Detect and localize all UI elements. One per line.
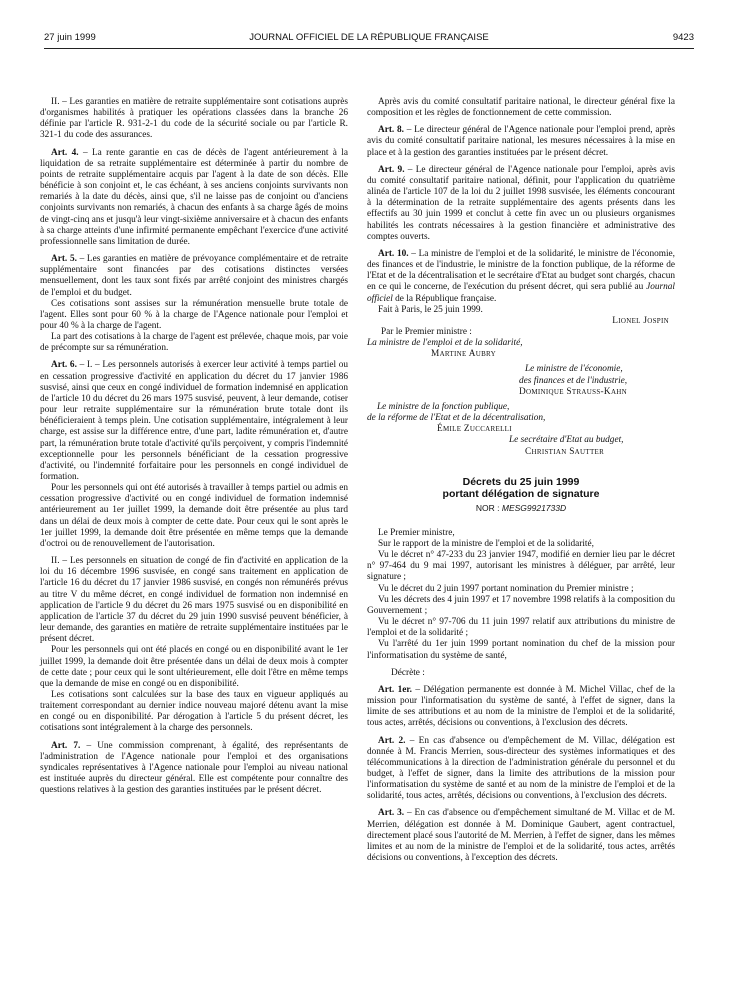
article-label: Art. 2. — [378, 735, 406, 746]
header-page-number: 9423 — [672, 32, 694, 43]
article-6 — [40, 360, 348, 483]
visa: Vu le décret n° 97-706 du 11 juin 1997 relatif aux attributions du ministre de l'emploi et de la solidarité ; — [367, 617, 675, 639]
article-1 — [367, 685, 675, 730]
article-7 — [40, 741, 348, 797]
paragraph: Ces cotisations sont assises sur la rémunération mensuelle brute totale de l'agent. Elles sont pour 60 % à la charge de l'Agence nationale pour l'emploi et pour 40 % à la charge de l'agent. — [40, 298, 348, 331]
article-text: – En cas d'absence ou d'empêchement simultané de M. Villac et de M. Merrien, délégation est donnée à M. Dominique Gaubert, agent contractuel, directement placé sous l'autorité de M. Merrien, à l'effet de signer, dans les mêmes limites et au nom de la ministre de l'emploi et de la solidarité, tous actes, arrêtés décisions ou conventions, à l'exception des décrets. — [367, 808, 675, 864]
signatory-name: Christian Sautter — [525, 446, 605, 457]
article-label: Art. 1er. — [378, 684, 412, 695]
decree-title-line: portant délégation de signature — [442, 488, 600, 501]
article-label: Art. 7. — [51, 740, 81, 751]
paragraph: Le Premier ministre, — [378, 527, 455, 538]
visa: Vu les décrets des 4 juin 1997 et 17 novembre 1998 relatifs à la composition du Gouvernement ; — [367, 594, 675, 616]
decree-title-line: Décrets du 25 juin 1999 — [462, 475, 580, 488]
paragraph: Pour les personnels qui ont été autorisés à travailler à temps partiel ou admis en cessation progressive d'activité ou en congé individuel de formation indemnisé antérieurement au 1er juillet 1999, la demande doit être présentée au plus tard dans un délai de deux mois à compter de cette date. Pour ceux qui le sont après le 1er juillet 1999, la demande doit être présentée en même temps que la demande d'octroi ou de renouvellement de l'autorisation. — [40, 483, 348, 549]
paragraph: La part des cotisations à la charge de l'agent est prélevée, chaque mois, par voie de précompte sur sa rémunération. — [40, 332, 348, 354]
paragraph: Après avis du comité consultatif paritaire national, le directeur général fixe la composition et les règles de fonctionnement de cette commission. — [367, 97, 675, 119]
article-label: Art. 10. — [378, 248, 409, 259]
article-text: – La ministre de l'emploi et de la solidarité, le ministre de l'économie, des finances et de l'industrie, le ministre de la fonction publique, de la réforme de l'Etat et de la décentralisation et le secrétaire d'Etat au budget sont chargés, chacun en ce qui le concerne, de l'exécution du présent décret, qui sera publié au — [367, 248, 676, 293]
signatory-name: Dominique Strauss-Kahn — [519, 386, 628, 397]
signatory-title: de la réforme de l'Etat et de la décentralisation, — [367, 413, 546, 424]
signatory-title: des finances et de l'industrie, — [519, 375, 628, 386]
nor-reference — [367, 503, 675, 514]
article-text: – La rente garantie en cas de décès de l'agent antérieurement à la liquidation de sa retraite supplémentaire est déterminée à partir du nombre de points de retraite supplémentaire acquis par l'agent à la date de son décès. Elle bénéficie à son conjoint et, le cas échéant, à ses anciens conjoints survivants non remariés à la date du décès, ainsi que, s'il ne laisse pas de conjoint ou d'anciens conjoints survivants non remariés, à chacun des enfants à sa charge âgés de moins de vingt-cinq ans et jusqu'à leur vingt-sixième anniversaire et à chacun des enfants à sa charge atteints d'une infirmité permanente empêchant l'exercice d'une activité professionnelle sans limitation de durée. — [40, 147, 348, 247]
header-journal-title: JOURNAL OFFICIEL DE LA RÉPUBLIQUE FRANÇAISE — [249, 32, 489, 43]
paragraph: Les cotisations sont calculées sur la base des taux en vigueur appliqués au traitement correspondant au dernier indice nouveau majoré détenu avant la mise en congé ou en disponibilité. Par dérogation à l'article 5 du présent décret, les cotisations sont intégralement à la charge des personnels. — [40, 689, 348, 734]
paragraph: II. – Les garanties en matière de retraite supplémentaire sont cotisations auprès d'organismes habilités à pratiquer les opérations classées dans la branche 26 définie par l'article R. 931-2-1 du code de la sécurité sociale ou par l'article R. 321-1 du code des assurances. — [40, 97, 348, 141]
article-text: – Le directeur général de l'Agence nationale pour l'emploi prend, après avis du comité consultatif paritaire national, les mesures nécessaires à la mise en place et à la gestion des garanties instituées par le présent décret. — [367, 125, 675, 158]
par-le-premier-ministre: Par le Premier ministre : — [381, 326, 472, 337]
nor-code: MESG9921733D — [501, 502, 567, 513]
visa: Vu l'arrêté du 1er juin 1999 portant nomination du chef de la mission pour l'informatisation du système de santé, — [367, 639, 675, 661]
article-label: Art. 9. — [378, 164, 405, 175]
article-label: Art. 3. — [378, 808, 405, 819]
decrete: Décrète : — [391, 667, 425, 678]
header-rule — [44, 48, 694, 49]
visa: Vu le décret n° 47-233 du 23 janvier 1947, modifié en dernier lieu par le décret n° 97-464 du 9 mai 1997, autorisant les ministres à déléguer, par arrêté, leur signature ; — [367, 550, 675, 583]
visa: Sur le rapport de la ministre de l'emploi et de la solidarité, — [378, 539, 594, 549]
article-8 — [367, 125, 675, 158]
article-label: Art. 5. — [51, 254, 77, 265]
journal-officiel-ref: Journal officiel — [367, 282, 675, 304]
article-label: Art. 4. — [51, 147, 79, 158]
left-column — [40, 97, 348, 802]
article-9 — [367, 165, 675, 243]
decree-title — [367, 476, 675, 501]
visa: Vu le décret du 2 juin 1997 portant nomination du Premier ministre ; — [378, 583, 634, 594]
fait-a-paris: Fait à Paris, le 25 juin 1999. — [378, 304, 483, 315]
article-5 — [40, 254, 348, 299]
article-text: – Une commission comprenant, à égalité, des représentants de l'administration de l'Agence nationale pour l'emploi et des organisations syndicales représentatives à l'Agence nationale pour l'emploi au niveau national est instituée auprès du directeur général. Elle est compétente pour connaître des questions relatives à la gestion des garanties instituées par le présent décret. — [40, 740, 348, 796]
header-date: 27 juin 1999 — [44, 32, 96, 43]
article-10 — [367, 249, 675, 305]
signatory-name: Martine Aubry — [431, 349, 496, 360]
article-text: de la République française. — [392, 293, 497, 304]
article-label: Art. 6. — [51, 360, 77, 371]
article-text: – Délégation permanente est donnée à M. Michel Villac, chef de la mission pour l'informatisation du système de santé, à l'effet de signer, dans la limite de ses attributions et au nom de la ministre de l'emploi et de la solidarité, tous actes, arrêtés, décisions ou conventions, à l'exclusion des décrets. — [367, 684, 675, 729]
signatory-title: La ministre de l'emploi et de la solidarité, — [367, 338, 523, 349]
article-2 — [367, 736, 675, 803]
paragraph: Pour les personnels qui ont été placés en congé ou en disponibilité avant le 1er juillet 1999, la demande doit être présentée dans un délai de deux mois à compter de cette date ; pour ceux qui le sont ultérieurement, elle doit l'être en même temps que la demande de mise en congé ou en disponibilité. — [40, 645, 348, 689]
right-column — [367, 97, 675, 870]
signatory-name: Émile Zuccarelli — [437, 424, 512, 435]
paragraph: II. – Les personnels en situation de congé de fin d'activité en application de la loi du 16 décembre 1996 susvisée, en congé sans traitement en application de l'article 16 du décret du 17 janvier 1986 susvisé, en congés non rémunérés prévus au titre V du même décret, en congé individuel de formation non indemnisé en application de l'article 9 du décret du 26 mars 1975 susvisé ou en disponibilité en application de l'article 37 du décret du 29 juin 1990 susvisé peuvent bénéficier, à leur demande, des garanties en matière de retraite supplémentaire instituées par le présent décret. — [40, 556, 348, 645]
signature-prime-minister: Lionel Jospin — [612, 315, 669, 326]
article-text: – En cas d'absence ou d'empêchement de M. Villac, délégation est donnée à M. Francis Merrien, sous-directeur des systèmes informatiques et des télécommunications à la direction de l'administration générale du personnel et du budget, à l'effet de signer, dans la limite des attributions de la mission pour l'informatisation du système de santé et au nom de la ministre de l'emploi et de la solidarité, tous actes, arrêtés, décisions ou conventions, à l'exclusion des décrets. — [367, 735, 675, 802]
article-text: – Les garanties en matière de prévoyance complémentaire et de retraite supplémentaire sont financées par des cotisations distinctes versées mensuellement, dont les taux sont fixés par arrêté conjoint des ministres chargés de l'emploi et du budget. — [40, 254, 348, 298]
article-3 — [367, 808, 675, 864]
signatory-title: Le secrétaire d'Etat au budget, — [509, 435, 624, 446]
signatory-title: Le ministre de l'économie, — [525, 364, 623, 375]
article-text: – Le directeur général de l'Agence nationale pour l'emploi, après avis du comité consultatif paritaire national, définit, pour l'application du quatrième alinéa de l'article 107 de la loi du 2 juillet 1998 susvisée, les éléments concourant à la détermination de la retraite supplémentaire des agents présents dans les effectifs au 30 juin 1999 et conclut à cette fin avec un ou plusieurs organismes habilités les contrats nécessaires à la gestion financière et administrative des comptes ouverts. — [367, 164, 675, 242]
article-text: – I. – Les personnels autorisés à exercer leur activité à temps partiel ou en cessation progressive d'activité en application du décret du 17 janvier 1986 susvisé, ainsi que ceux en congé individuel de formation indemnisé en application de l'article 10 du décret du 26 mars 1975 susvisé, peuvent, à leur demande, cotiser pour leur retraite supplémentaire sur la rémunération brute totale dont ils bénéficieraient à temps plein. Une cotisation supplémentaire, intégralement à leur charge, est assise sur la différence entre, d'une part, ladite rémunération et, d'autre part, la rémunération brute totale d'activité qu'ils perçoivent, y compris l'indemnité exceptionnelle pour les personnels bénéficiant de la cessation progressive d'activité, ou l'indemnité forfaitaire pour les personnels en congé individuel de formation. — [40, 360, 349, 482]
signatory-title: Le ministre de la fonction publique, — [377, 401, 510, 412]
page-header — [44, 32, 694, 46]
article-4 — [40, 148, 348, 248]
nor-label: NOR : — [475, 502, 502, 513]
article-label: Art. 8. — [378, 125, 404, 136]
